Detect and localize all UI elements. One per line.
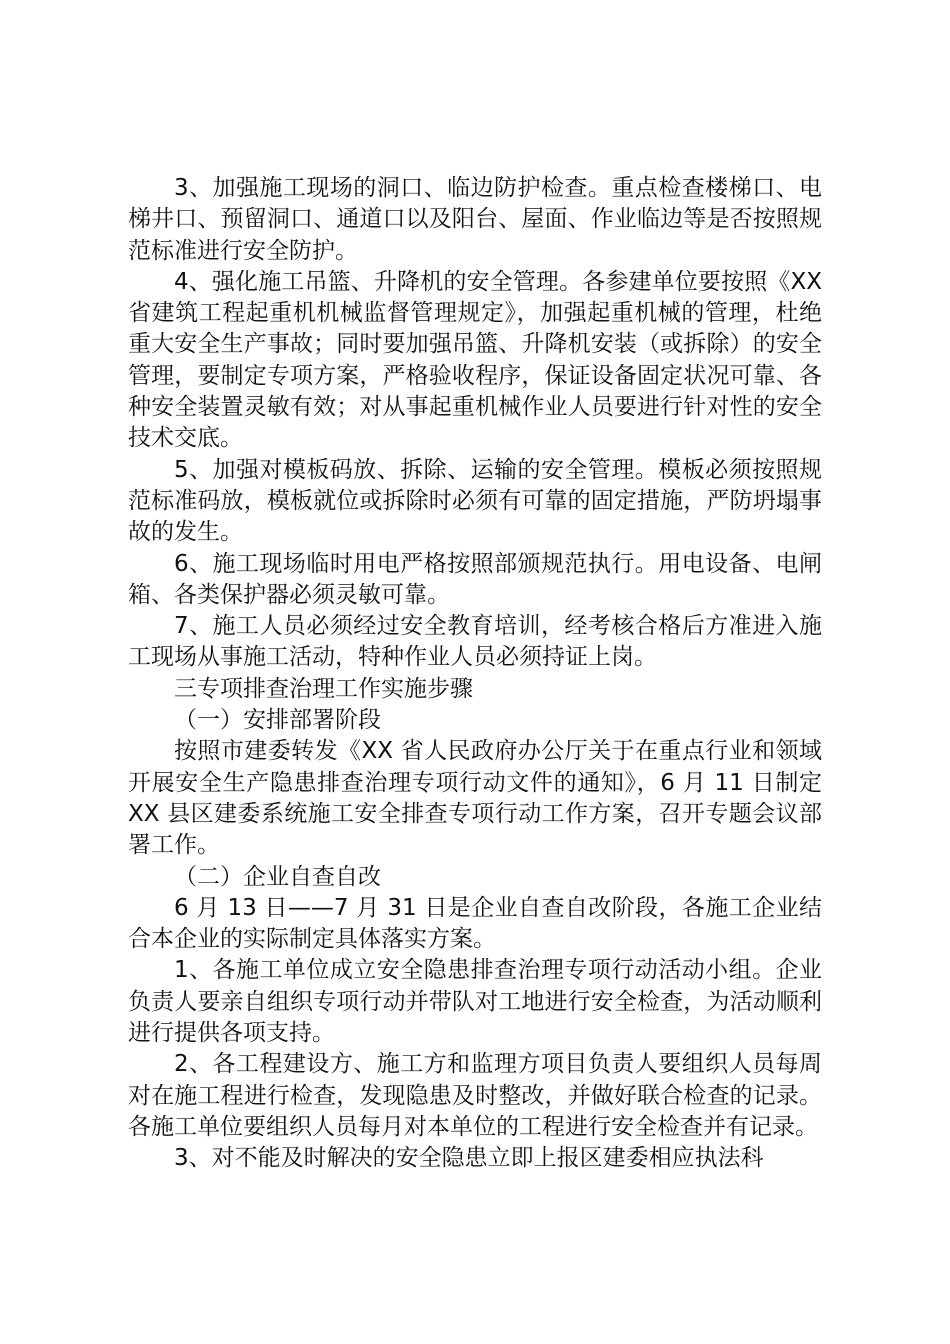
section-heading-steps: 三专项排查治理工作实施步骤 — [174, 675, 473, 702]
paragraph-step-3: 3、对不能及时解决的安全隐患立即上报区建委相应执法科 — [174, 1145, 764, 1172]
subsection-heading-1: （一）安排部署阶段 — [174, 707, 381, 734]
subsection-heading-2: （二）企业自查自改 — [174, 863, 381, 890]
paragraph-item-4-hoists: 4、强化施工吊篮、升降机的安全管理。各参建单位要按照《XX 省建筑工程起重机机械监督管理规定》，加强起重机械的管理，杜绝重大安全生产事故；同时要加强吊篮、升降机安装（或拆除）的安全管理，要制定专项方案，严格验收程序，保证设备固定状况可靠、各种安全装置灵敏有效；对从事起重机械作业人员要进行针对性的安全技术交底。 — [128, 268, 822, 452]
paragraph-item-7-training: 7、施工人员必须经过安全教育培训，经考核合格后方准进入施工现场从事施工活动，特种作业人员必须持证上岗。 — [128, 613, 822, 671]
document-page — [128, 173, 822, 1175]
paragraph-deployment: 按照市建委转发《XX 省人民政府办公厅关于在重点行业和领域开展安全生产隐患排查治理专项行动文件的通知》，6 月 11 日制定 XX 县区建委系统施工安全排查专项行动工作方案，召开专题会议部署工作。 — [128, 738, 822, 859]
paragraph-step-2: 2、各工程建设方、施工方和监理方项目负责人要组织人员每周对在施工程进行检查，发现隐患及时整改，并做好联合检查的记录。各施工单位要组织人员每月对本单位的工程进行安全检查并有记录。 — [128, 1051, 822, 1140]
paragraph-item-6-electricity: 6、施工现场临时用电严格按照部颁规范执行。用电设备、电闸箱、各类保护器必须灵敏可靠。 — [128, 550, 822, 608]
paragraph-step-1: 1、各施工单位成立安全隐患排查治理专项行动活动小组。企业负责人要亲自组织专项行动并带队对工地进行安全检查，为活动顺利进行提供各项支持。 — [128, 957, 822, 1047]
paragraph-item-5-formwork: 5、加强对模板码放、拆除、运输的安全管理。模板必须按照规范标准码放，模板就位或拆除时必须有可靠的固定措施，严防坍塌事故的发生。 — [128, 456, 822, 546]
paragraph-item-3-openings: 3、加强施工现场的洞口、临边防护检查。重点检查楼梯口、电梯井口、预留洞口、通道口以及阳台、屋面、作业临边等是否按照规范标准进行安全防护。 — [128, 175, 822, 264]
paragraph-self-inspection-period: 6 月 13 日——7 月 31 日是企业自查自改阶段，各施工企业结合本企业的实际制定具体落实方案。 — [128, 894, 822, 953]
